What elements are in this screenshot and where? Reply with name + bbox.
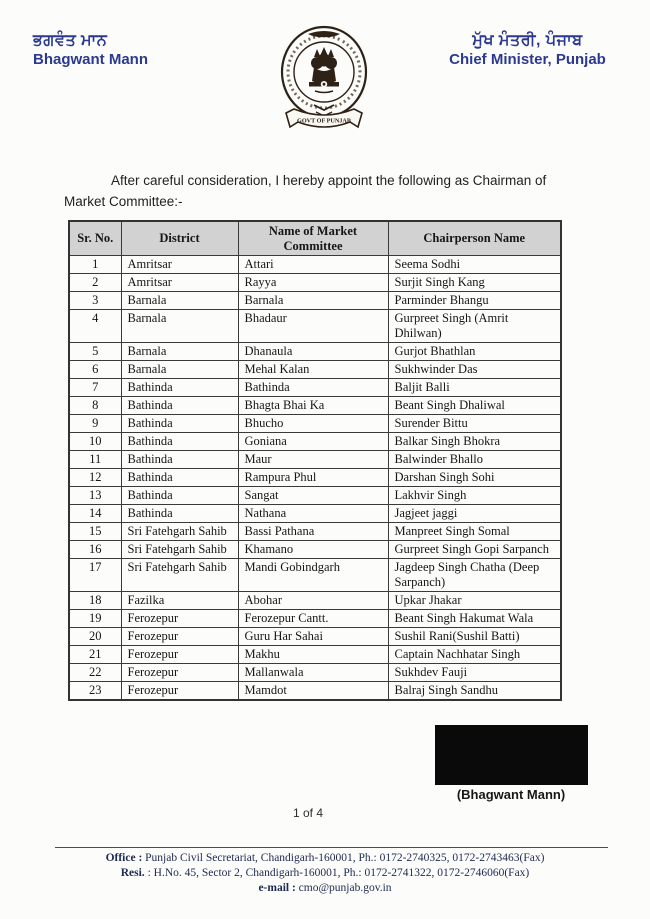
cell-district: Ferozepur (121, 628, 238, 646)
table-row (69, 469, 561, 487)
table-row (69, 487, 561, 505)
footer-office-label: Office : (105, 852, 143, 864)
table-row (69, 415, 561, 433)
cell-committee: Ferozepur Cantt. (238, 610, 388, 628)
cell-chairperson: Beant Singh Dhaliwal (388, 397, 561, 415)
table-row (69, 541, 561, 559)
cell-district: Ferozepur (121, 646, 238, 664)
col-header-district: District (121, 221, 238, 256)
cell-committee: Nathana (238, 505, 388, 523)
seal-banner-text: GOVT OF PUNJAB (297, 117, 351, 125)
cell-sr-no: 9 (69, 415, 121, 433)
cell-sr-no: 23 (69, 682, 121, 701)
cell-sr-no: 8 (69, 397, 121, 415)
footer-resi-label: Resi. (120, 867, 145, 879)
cell-chairperson: Balraj Singh Sandhu (388, 682, 561, 701)
cell-committee: Mallanwala (238, 664, 388, 682)
cm-title-punjabi: ਮੁੱਖ ਮੰਤਰੀ, ਪੰਜਾਬ (472, 32, 583, 49)
cell-district: Bathinda (121, 451, 238, 469)
table-row (69, 610, 561, 628)
cell-committee: Makhu (238, 646, 388, 664)
cell-committee: Barnala (238, 292, 388, 310)
cell-chairperson: Sukhwinder Das (388, 361, 561, 379)
table-row (69, 379, 561, 397)
cell-chairperson: Lakhvir Singh (388, 487, 561, 505)
cell-committee: Maur (238, 451, 388, 469)
table-row (69, 451, 561, 469)
market-committee-table (68, 220, 562, 701)
table-row (69, 343, 561, 361)
footer-office-line (0, 851, 650, 866)
cell-chairperson: Parminder Bhangu (388, 292, 561, 310)
cell-district: Ferozepur (121, 610, 238, 628)
cell-sr-no: 12 (69, 469, 121, 487)
cell-sr-no: 18 (69, 592, 121, 610)
footer-email-line (0, 881, 650, 896)
table-row (69, 397, 561, 415)
cell-district: Barnala (121, 343, 238, 361)
cell-chairperson: Balkar Singh Bhokra (388, 433, 561, 451)
cell-chairperson: Gurpreet Singh Gopi Sarpanch (388, 541, 561, 559)
cell-district: Bathinda (121, 379, 238, 397)
col-header-committee: Name of Market Committee (238, 221, 388, 256)
cell-committee: Abohar (238, 592, 388, 610)
cm-name-english: Bhagwant Mann (33, 51, 148, 68)
footer-email-label: e-mail : (258, 882, 296, 894)
cell-sr-no: 5 (69, 343, 121, 361)
cell-sr-no: 17 (69, 559, 121, 592)
table-row (69, 274, 561, 292)
page-number: 1 of 4 (292, 806, 324, 820)
cell-sr-no: 1 (69, 256, 121, 274)
cell-committee: Goniana (238, 433, 388, 451)
col-header-chairperson: Chairperson Name (388, 221, 561, 256)
cell-chairperson: Baljit Balli (388, 379, 561, 397)
cell-committee: Bhadaur (238, 310, 388, 343)
govt-of-punjab-seal-icon (278, 25, 370, 142)
cell-chairperson: Jagjeet jaggi (388, 505, 561, 523)
redacted-signature-block (435, 725, 588, 785)
cell-chairperson: Captain Nachhatar Singh (388, 646, 561, 664)
cell-district: Bathinda (121, 505, 238, 523)
cell-committee: Mandi Gobindgarh (238, 559, 388, 592)
cell-sr-no: 21 (69, 646, 121, 664)
cell-district: Sri Fatehgarh Sahib (121, 559, 238, 592)
table-row (69, 523, 561, 541)
cell-committee: Mamdot (238, 682, 388, 701)
cell-sr-no: 4 (69, 310, 121, 343)
cell-district: Barnala (121, 292, 238, 310)
cell-committee: Mehal Kalan (238, 361, 388, 379)
footer-resi-line (0, 866, 650, 881)
cell-sr-no: 13 (69, 487, 121, 505)
cell-sr-no: 14 (69, 505, 121, 523)
footer-contact-block (0, 851, 650, 896)
table-row (69, 433, 561, 451)
table-row (69, 559, 561, 592)
cell-district: Sri Fatehgarh Sahib (121, 523, 238, 541)
cell-committee: Rayya (238, 274, 388, 292)
cell-sr-no: 3 (69, 292, 121, 310)
footer-divider (55, 847, 608, 848)
cell-chairperson: Surjit Singh Kang (388, 274, 561, 292)
footer-resi-text: : H.No. 45, Sector 2, Chandigarh-160001, Ph.: 0172-2741322, 0172-2746060(Fax) (144, 867, 530, 879)
table-row (69, 256, 561, 274)
cell-sr-no: 20 (69, 628, 121, 646)
cm-name-punjabi: ਭਗਵੰਤ ਮਾਨ (33, 32, 108, 49)
cell-chairperson: Jagdeep Singh Chatha (Deep Sarpanch) (388, 559, 561, 592)
cell-district: Sri Fatehgarh Sahib (121, 541, 238, 559)
col-header-sr-no: Sr. No. (69, 221, 121, 256)
cell-sr-no: 7 (69, 379, 121, 397)
cell-district: Ferozepur (121, 682, 238, 701)
cm-title-english: Chief Minister, Punjab (449, 51, 606, 68)
cell-committee: Bhucho (238, 415, 388, 433)
cell-committee: Guru Har Sahai (238, 628, 388, 646)
cell-chairperson: Darshan Singh Sohi (388, 469, 561, 487)
cell-sr-no: 2 (69, 274, 121, 292)
cell-committee: Bathinda (238, 379, 388, 397)
cell-committee: Dhanaula (238, 343, 388, 361)
cell-district: Bathinda (121, 469, 238, 487)
cell-committee: Khamano (238, 541, 388, 559)
market-table-body (69, 256, 561, 701)
intro-line-2: Market Committee:- (64, 194, 183, 209)
cell-chairperson: Manpreet Singh Somal (388, 523, 561, 541)
table-row (69, 628, 561, 646)
cell-chairperson: Surender Bittu (388, 415, 561, 433)
cell-district: Bathinda (121, 433, 238, 451)
cell-district: Amritsar (121, 274, 238, 292)
cell-sr-no: 19 (69, 610, 121, 628)
cell-district: Ferozepur (121, 664, 238, 682)
footer-office-text: Punjab Civil Secretariat, Chandigarh-160001, Ph.: 0172-2740325, 0172-2743463(Fax) (142, 852, 545, 864)
table-row (69, 505, 561, 523)
appointment-intro-paragraph (64, 170, 598, 212)
footer-email-text: cmo@punjab.gov.in (295, 882, 392, 894)
cell-chairperson: Sukhdev Fauji (388, 664, 561, 682)
cell-committee: Bhagta Bhai Ka (238, 397, 388, 415)
cell-committee: Attari (238, 256, 388, 274)
intro-line-1: After careful consideration, I hereby appoint the following as Chairman of (111, 173, 547, 188)
cell-district: Bathinda (121, 397, 238, 415)
cell-sr-no: 6 (69, 361, 121, 379)
cell-district: Bathinda (121, 415, 238, 433)
signatory-name: (Bhagwant Mann) (456, 787, 566, 802)
cell-sr-no: 22 (69, 664, 121, 682)
table-row (69, 361, 561, 379)
cell-chairperson: Gurpreet Singh (Amrit Dhilwan) (388, 310, 561, 343)
cell-district: Barnala (121, 361, 238, 379)
cell-chairperson: Seema Sodhi (388, 256, 561, 274)
cell-chairperson: Upkar Jhakar (388, 592, 561, 610)
cell-district: Barnala (121, 310, 238, 343)
table-row (69, 664, 561, 682)
cell-chairperson: Sushil Rani(Sushil Batti) (388, 628, 561, 646)
cell-committee: Bassi Pathana (238, 523, 388, 541)
table-row (69, 292, 561, 310)
cell-sr-no: 10 (69, 433, 121, 451)
cell-sr-no: 16 (69, 541, 121, 559)
cell-district: Bathinda (121, 487, 238, 505)
letterhead-right (420, 31, 635, 70)
table-header-row (69, 221, 561, 256)
table-row (69, 310, 561, 343)
cell-chairperson: Gurjot Bhathlan (388, 343, 561, 361)
cell-sr-no: 15 (69, 523, 121, 541)
cell-sr-no: 11 (69, 451, 121, 469)
cell-district: Amritsar (121, 256, 238, 274)
table-row (69, 646, 561, 664)
cell-district: Fazilka (121, 592, 238, 610)
cell-committee: Sangat (238, 487, 388, 505)
cell-chairperson: Balwinder Bhallo (388, 451, 561, 469)
table-row (69, 592, 561, 610)
letterhead-left (33, 31, 148, 70)
cell-chairperson: Beant Singh Hakumat Wala (388, 610, 561, 628)
table-row (69, 682, 561, 701)
cell-committee: Rampura Phul (238, 469, 388, 487)
